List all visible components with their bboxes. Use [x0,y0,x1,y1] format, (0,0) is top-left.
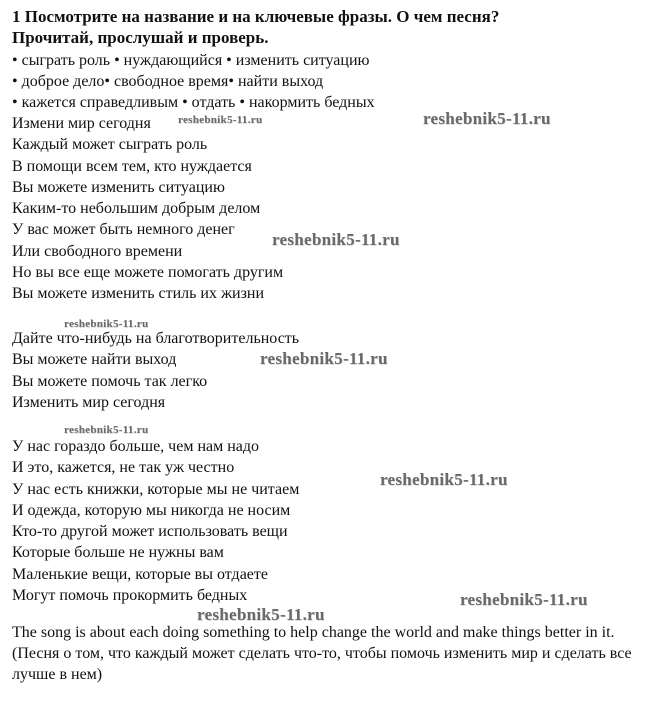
lyric-line: Вы можете изменить стиль их жизни [12,285,265,303]
watermark: reshebnik5-11.ru [380,470,508,489]
lyric-line: Но вы все еще можете помогать другим [12,264,284,282]
lyrics-stanza-2 [12,328,299,413]
watermark: reshebnik5-11.ru [64,424,149,436]
watermark: reshebnik5-11.ru [197,605,325,624]
lyric-line: Каким-то небольшим добрым делом [12,200,261,218]
task-heading [12,6,499,48]
watermark: reshebnik5-11.ru [272,230,400,249]
lyric-line: У вас может быть немного денег [12,221,235,239]
lyric-line: Маленькие вещи, которые вы отдаете [12,565,268,583]
task-heading-line-2: Прочитай, прослушай и проверь. [12,28,269,47]
watermark: reshebnik5-11.ru [178,114,263,126]
lyrics-stanza-1 [12,113,283,305]
lyric-line: Каждый может сыграть роль [12,136,208,154]
lyric-line: Вы можете помочь так легко [12,372,208,390]
lyric-line: Изменить мир сегодня [12,393,166,411]
lyric-line: И это, кажется, не так уж честно [12,459,235,477]
lyric-line: У нас гораздо больше, чем нам надо [12,438,260,455]
answer-text: The song is about each doing something to help change the world and make things better in it.(Песня о том, что каждый может сделать что-то, чтобы помочь изменить мир и сделать все лучше в нем) [12,624,632,683]
lyric-line: Вы можете изменить ситуацию [12,178,225,196]
watermark: reshebnik5-11.ru [460,590,588,609]
key-phrases-line: • доброе дело• свободное время• найти выход [12,73,324,90]
key-phrases-line: • сыграть роль • нуждающийся • изменить ситуацию [12,52,370,69]
task-heading-line-1: 1 Посмотрите на название и на ключевые фразы. О чем песня? [12,7,500,26]
key-phrases [12,50,375,113]
lyric-line: Или свободного времени [12,242,183,260]
lyric-line: В помощи всем тем, кто нуждается [12,157,252,175]
lyrics-stanza-3 [12,436,299,606]
lyric-line: И одежда, которую мы никогда не носим [12,501,291,519]
lyric-line: Которые больше не нужны вам [12,544,224,562]
watermark: reshebnik5-11.ru [260,349,388,368]
lyric-line: У нас есть книжки, которые мы не читаем [12,480,300,498]
key-phrases-line: • кажется справедливым • отдать • накормить бедных [12,94,375,111]
watermark: reshebnik5-11.ru [423,109,551,128]
lyric-line: Кто-то другой может использовать вещи [12,523,288,541]
lyric-line: Дайте что-нибудь на благотворительность [12,330,300,347]
lyric-line: Измени мир сегодня [12,115,151,132]
lyric-line: Могут помочь прокормить бедных [12,587,248,605]
lyric-line: Вы можете найти выход [12,351,177,369]
watermark: reshebnik5-11.ru [64,318,149,330]
